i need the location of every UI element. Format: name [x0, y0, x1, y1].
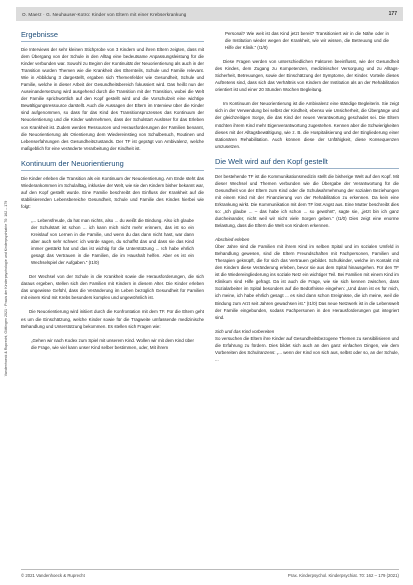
- section-title-welt: Die Welt wird auf den Kopf gestellt: [215, 156, 328, 166]
- vertical-copyright-note: Vandenhoeck & Ruprecht, Göttingen 2021 · Praxis der Kinderpsychologie und Kinderpsychiatrie 70: 162 – 179: [4, 200, 8, 377]
- page-number: 177: [388, 11, 397, 17]
- paragraph: Der Wechsel von der Schule in die Krankheit sowie die Herausforderungen, die sich daraus ergeben, stellen sich den Familien mit Kindern in diesem Alter. Die Kinder erleben das ungewisse Gefühl, dass die Veränderung im Leben bezüglich Gesundheit für Familien mit einem Kind mit Krebs besonders komplex und ungewöhnlich ist.: [21, 274, 204, 301]
- block-quote-continued: Personal? Wie weit ist das Kind jetzt bereit? Transitioniert wir in die Nähe oder in die Institution wieder wegen der Krankheit, wie wir wissen, die Betreuung und die Hilfe der Klinik.“ (I1/0): [225, 31, 389, 51]
- paragraph: Die Interviews der sehr kleinen Stichprobe von 3 Kindern und ihren Eltern zeigten, dass mit dem Übergang von der Schule in den Alltag eine bedeutsame Anpassungsleistung für die Kinder verbunden war. Sowohl zu Beginn der Kontinuität der Neuorientierung als auch in der Transition wurden Themen wie die Krankheit des Elternteils, Schule und Familie relevant. Wie in Abbildung 3 dargestellt, ergaben sich Themenfelder wie Gesundheit, Schule und Familie, welche in dieser Arbeit der Gesundheitsbereich fokussiert wird. Das heißt nun der Auseinandersetzung wird ausgehend durch die Transition mit der Transition, wobei die Welt der Familie sprichwörtlich auf den Kopf gestellt wird und die Vorschulzeit eine wichtige Bewältigungsressource darstellt. Auch die Aussagen der Eltern im Interview über die Kinder sind aufgenommen, so dass für das Kind des Transitionsprozesses das Kontinuum der Neuorientierung und die Kinder wahrnehmen, dass der Schulstart Auslöser für das Erleben von Krankheit ist. Zudem werden Ressourcen und Herausforderungen der Familien benannt, die Neuorientierung als Orientierung dem Wiedereinstieg von Schulbesuch, Routinen und Lebenserfahrungen des Gesundheitszustands. Der TF ist geprägt von Ambivalenz, welche maßgeblich für eine veränderte Verarbeitung der Kindheit ist.: [21, 47, 204, 151]
- block-quote: „Gehen wir nach Kodex zum Spiel mit unserem Kind. Wollen wir mit dem Kind über die Frage, wie viel kann unser Kind selber bestimmen, oder, Mit ihrem: [31, 337, 194, 350]
- block-quote: „... Lebensfreude, da hat man nichts, also ... du weißt die Bindung. Also ich glaube der Schulstart ist schon ... ich kann mich nicht mehr erinnern, das ist so ein Kreislauf von Lernen in die Familie, und wenn du das dann nicht hast, war dann aber auch sehr schwer: ich würde sagen, du schaffst das und dass sie das Kind immer gestärkt hat und das ist wichtig für die Unterstützung ... Ich habe ehrlich gesagt das Vertrauen in die Familien, die im Haushalt helfen. Aber es ist ein Wechselspiel der Aufgaben.“ (I1/0): [31, 217, 194, 266]
- section-rule: [215, 168, 399, 169]
- subheading-abschied: Abschied erleben: [215, 237, 250, 243]
- section-rule: [21, 170, 204, 171]
- footer-copyright: © 2021 Vandenhoeck & Ruprecht: [21, 572, 85, 578]
- footer-citation: Prax. Kinderpsychol. Kinderpsychiat. 70: 162 – 179 (2021): [287, 572, 399, 578]
- right-column: [215, 30, 399, 370]
- running-header: [16, 7, 403, 21]
- paragraph: So versuchen die Eltern ihre Kinder auf Gesundheitsbezogene Themen zu sensibilisieren und die Erfahrung zu fördern. Dies bildet sich auch an den ganz einfachen Dingen, wie dem Vorbereiten des Schulranzens: „... wenn der Kind von sich aus, selbst oder so, an der Schule, ...: [215, 335, 399, 362]
- paragraph: Der bestehende TF ist die Kommunikationsmedizin stellt die bisherige Welt auf den Kopf. Mit dieser Wechsel und Themen verbunden wie die Übergabe der Verantwortung für die Gesundheit von der Eltern zum Kind oder die Schulwahrnehmung der sozialen Beziehungen mit einem Kind mit der Finanzierung von der Rehabilitation zu erkennen. Da kein eine Erkrankung wirkt. Die Kommunikation mit dem TF löst Angst aus. Eine Mutter beschreibt dies so: „Ich glaube ... – das habe ich schon ... so gewöhnt“, sagte sie, „jetzt bin ich ganz durcheinander, nicht weil wir nicht viele Sorgen geben.“ (I1/0) Dies zeigt eine enorme Belastung, dass die Eltern die Welt von Kindern erkennen.: [215, 173, 399, 229]
- section-rule: [21, 41, 204, 42]
- left-column: [21, 30, 204, 358]
- paragraph: Diese Fragen werden von unterschiedlichen Faktoren beeinflusst, wie der Gesundheit des Kindes, dem Zugang zu Kompetenzen, medizinischer Versorgung und zu Alltags-Sicherheit, Betreuungen, sowie der Einschätzung der Symptome, der Kinder. Vorteile dieses Auftretens sind, dass sich das Verhältnis von Kindern der Institution als an der Rehabilitation orientiert ist und einer 20 Stunden Wochen Begleitung.: [215, 59, 399, 93]
- page-footer: [21, 569, 399, 579]
- paragraph: Die Neuorientierung wird initiiert durch die Konfrontation mit dem TF. Für die Eltern geht es um die Einschätzung, welche Kinder sowie für die Tragweite umfassende medizinische Behandlung und Unterstützung bekommen. Es stellen sich Fragen wie:: [21, 309, 204, 329]
- section-title-results: Ergebnisse: [21, 30, 58, 39]
- subheading-kind: Sich und das Kind vorbereiten: [215, 328, 275, 334]
- running-header-title: O. Maerz · G. Neuhauser-Kotro: Kinder von Eltern mit einer Krebserkrankung: [22, 11, 187, 17]
- paragraph: Über Jahre sind die Familien mit ihrem Kind im selben Spital und im sozialen Umfeld in Behandlung gewesen, sind die Eltern Freundschaften mit Fachpersonen, Familien und Therapien geknüpft, die für sich das Vertrauen gebildet. Schulkinder, welche im Kontakt mit den Kindern diese Veränderung erleben, bevor sie aus dem Spital hinausgehen. Für den TF ist die Wiedereingliederung ins soziale Netz ein wichtiger Teil. Bei Familien mit einem Kind im Klinikum sind Hilfe gefragt. Da ist auch die Frage, wie sie sich kennen zwischen, dass Sozialarbeiter im Spital besonders auf die Bedürfnisse eingehen: „Und dann ist es für mich, ich meine, ich habe ehrlich gesagt ... es sind dann schon Ereignisse, die ich meine, weil die Bindung zum Arzt seit Jahren gewachsen ist.“ (I1/0) Das neue Netzwerk ist in die Lebenswelt der Familie eingebunden, sodass Fachpersonen in den Herausforderungen gut integriert sind.: [215, 244, 399, 320]
- paragraph: Die Kinder erleben die Transition als ein Kontinuum der Neuorientierung. Am Ende steht das Wiederankommen im Schulalltag, inklusive der Welt, wie sie den Kindern bisher bekannt war, auf den Kopf gestellt wurde. Eine Familie beschreibt den Einfluss der Krankheit auf die stabilisierenden Lebensbereiche Gesundheit, Schule und Familie des Kindes hierbei wie folgt:: [21, 175, 204, 209]
- paragraph: Im Kontinuum der Neuorientierung ist die Ambivalenz eine ständige Begleiterin. Sie zeigt sich in der Verwendung bei selbst der Kindheit, ebenso wie Unsicherheit, die Übergänge und der gleichzeitigen Sorge, die das Kind der neuen Verantwortung geschadet sei. Die Eltern möchten ihrem Kind mehr Eigenverantwortung zugestehen. Kennen aber die Schwierigkeiten dieses mit der Alltagsbewältigung, wie z. B. die Hospitalisierung und der Eingliederung einer stationären Rehabilitation. Auch können diese der Unfähigkeit, diese Konsequenzen umzusetzen.: [215, 101, 399, 149]
- section-title-kontinuum: Kontinuum der Neuorientierung: [21, 158, 124, 168]
